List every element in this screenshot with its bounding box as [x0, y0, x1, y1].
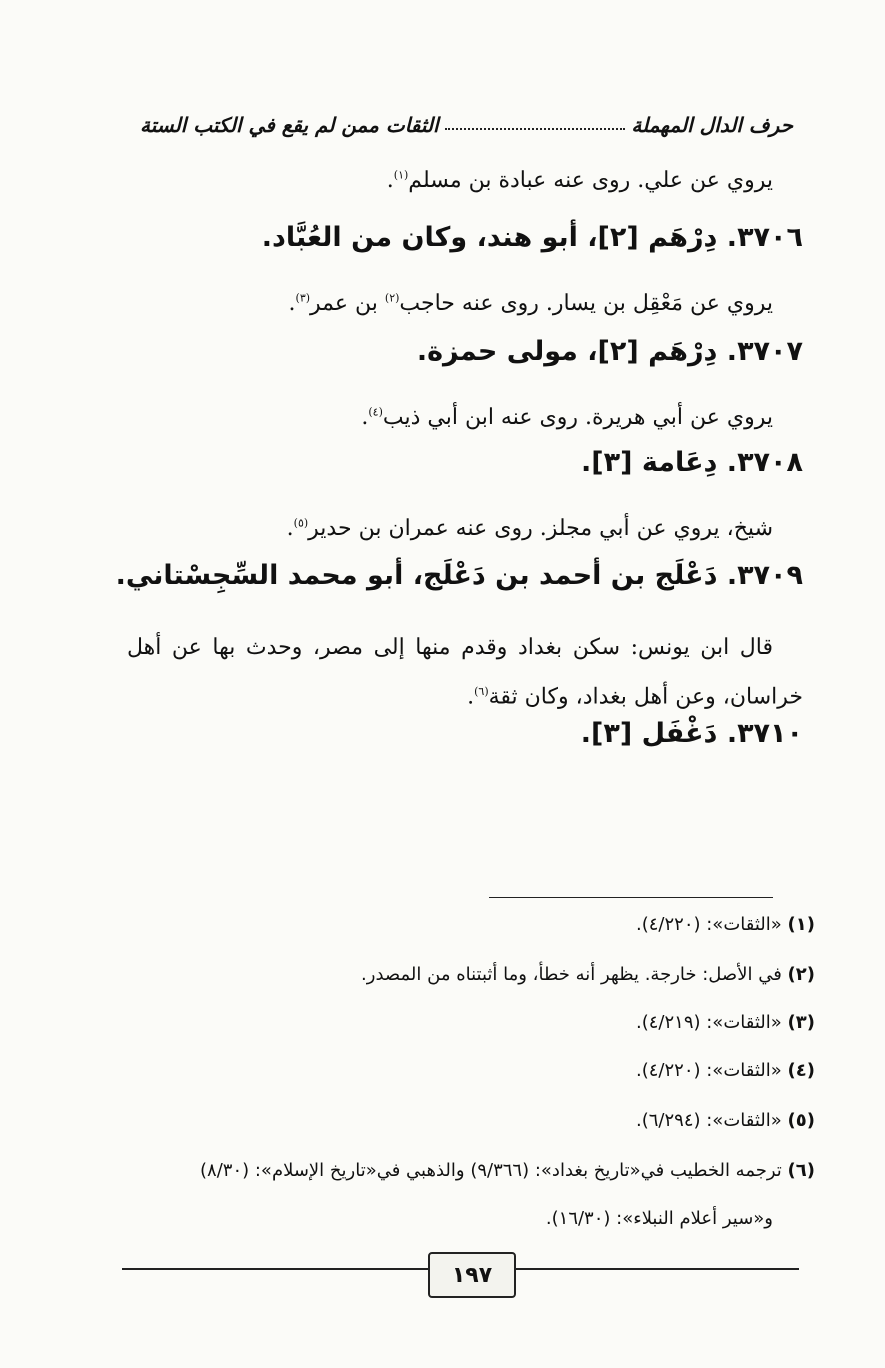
narration-line: يروي عن أبي هريرة. روى عنه ابن أبي ذيب$^{(٤)}$.	[361, 405, 773, 430]
footnote-ref: (٣)	[295, 291, 311, 305]
footnote-ref: (٤)	[368, 405, 383, 419]
header-dot-leader	[445, 128, 626, 130]
footnote-ref: (٦)	[474, 685, 489, 698]
footnote-5: (٥) «الثقات»: (٦/٢٩٤).	[636, 1110, 815, 1131]
entry-heading-3707: ٣٧٠٧. دِرْهَم [٢]، مولى حمزة.	[416, 336, 803, 367]
footnote-ref: (٢)	[384, 291, 400, 305]
footnote-4: (٤) «الثقات»: (٤/٢٢٠).	[636, 1060, 815, 1081]
footnote-1: (١) «الثقات»: (٤/٢٢٠).	[636, 914, 815, 935]
running-header	[140, 108, 793, 142]
entry-heading-3706: ٣٧٠٦. دِرْهَم [٢]، أبو هند، وكان من العُبَّاد.	[261, 222, 803, 253]
entry-heading-3708: ٣٧٠٨. دِعَامة [٣].	[581, 447, 803, 478]
folio-rule-right	[511, 1268, 799, 1270]
folio-rule-left	[122, 1268, 428, 1270]
narration-line: يروي عن مَعْقِل بن يسار. روى عنه حاجب$^{(٢)}$ بن عمر$^{(٣)}$.	[288, 291, 773, 316]
narration-line: شيخ، يروي عن أبي مجلز. روى عنه عمران بن حدير$^{(٥)}$.	[286, 516, 773, 541]
header-chapter-title: حرف الدال المهملة	[631, 113, 793, 137]
entry-heading-3710: ٣٧١٠. دَغْفَل [٣].	[580, 718, 803, 749]
footnote-6-continuation: و«سير أعلام النبلاء»: (١٦/٣٠).	[545, 1208, 773, 1229]
header-book-title: الثقات ممن لم يقع في الكتب الستة	[140, 113, 439, 137]
narration-paragraph: قال ابن يونس: سكن بغداد وقدم منها إلى مصر، وحدث بها عن أهل خراسان، وعن أهل بغداد، وكان ثقة$^{(٦)}$.	[127, 635, 803, 710]
entry-heading-3709: ٣٧٠٩. دَعْلَج بن أحمد بن دَعْلَج، أبو محمد السِّجِسْتاني.	[115, 560, 803, 591]
page-number: ١٩٧	[428, 1252, 516, 1298]
footnote-6: (٦) ترجمه الخطيب في«تاريخ بغداد»: (٩/٣٦٦) والذهبي في«تاريخ الإسلام»: (٨/٣٠)	[200, 1160, 815, 1181]
narration-line: يروي عن علي. روى عنه عبادة بن مسلم$^{(١)}$.	[386, 168, 773, 193]
footnote-separator	[489, 897, 773, 898]
footnote-ref: (١)	[393, 168, 409, 182]
footnote-ref: (٥)	[293, 516, 309, 530]
footnote-2: (٢) في الأصل: خارجة. يظهر أنه خطأ، وما أثبتناه من المصدر.	[361, 964, 815, 985]
footnote-3: (٣) «الثقات»: (٤/٢١٩).	[636, 1012, 815, 1033]
